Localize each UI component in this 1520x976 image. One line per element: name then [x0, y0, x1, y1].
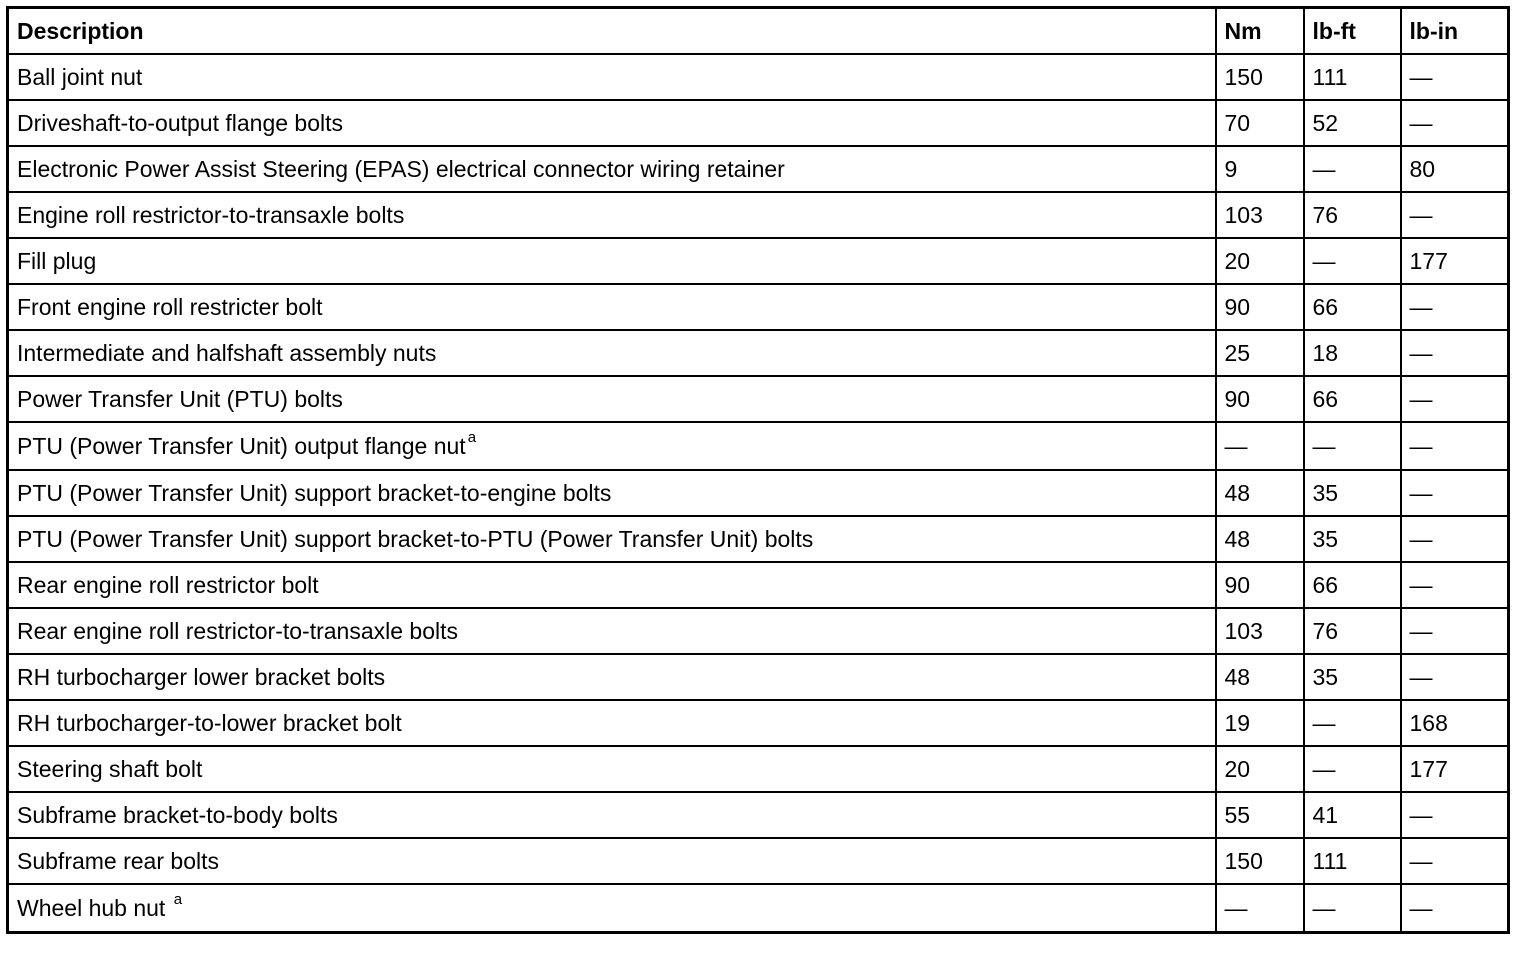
cell-lb-ft: 35: [1304, 654, 1401, 700]
cell-lb-ft: —: [1304, 422, 1401, 470]
description-text: Rear engine roll restrictor bolt: [17, 572, 319, 598]
cell-description: [8, 330, 1216, 376]
header-nm: Nm: [1216, 8, 1304, 55]
description-text: Power Transfer Unit (PTU) bolts: [17, 386, 343, 412]
table-row: [8, 54, 1509, 100]
description-text: RH turbocharger-to-lower bracket bolt: [17, 710, 402, 736]
cell-lb-ft: —: [1304, 238, 1401, 284]
header-lb-in: lb-in: [1401, 8, 1509, 55]
cell-description: [8, 146, 1216, 192]
cell-description: [8, 376, 1216, 422]
table-row: [8, 284, 1509, 330]
description-text: Steering shaft bolt: [17, 756, 203, 782]
cell-nm: 55: [1216, 792, 1304, 838]
description-text: Wheel hub nut: [17, 895, 172, 921]
table-row: [8, 654, 1509, 700]
table-row: [8, 792, 1509, 838]
table-row: [8, 238, 1509, 284]
cell-lb-ft: 66: [1304, 284, 1401, 330]
table-row: [8, 376, 1509, 422]
cell-nm: 90: [1216, 376, 1304, 422]
cell-nm: 103: [1216, 608, 1304, 654]
cell-description: [8, 470, 1216, 516]
cell-lb-ft: 52: [1304, 100, 1401, 146]
description-text: Rear engine roll restrictor-to-transaxle bolts: [17, 618, 459, 644]
cell-lb-ft: —: [1304, 700, 1401, 746]
header-description: Description: [8, 8, 1216, 55]
header-lb-ft: lb-ft: [1304, 8, 1401, 55]
cell-nm: 19: [1216, 700, 1304, 746]
table-body: [8, 54, 1509, 933]
cell-description: [8, 884, 1216, 933]
cell-lb-in: —: [1401, 608, 1509, 654]
description-text: Ball joint nut: [17, 64, 143, 90]
cell-lb-in: —: [1401, 54, 1509, 100]
description-text: PTU (Power Transfer Unit) support bracket-to-engine bolts: [17, 480, 612, 506]
cell-lb-ft: 76: [1304, 608, 1401, 654]
cell-nm: 25: [1216, 330, 1304, 376]
cell-lb-in: —: [1401, 422, 1509, 470]
cell-lb-in: —: [1401, 838, 1509, 884]
cell-lb-in: —: [1401, 470, 1509, 516]
description-text: Electronic Power Assist Steering (EPAS) electrical connector wiring retainer: [17, 156, 785, 182]
cell-lb-ft: 111: [1304, 54, 1401, 100]
description-text: Engine roll restrictor-to-transaxle bolts: [17, 202, 405, 228]
cell-lb-ft: 35: [1304, 516, 1401, 562]
table-row: [8, 470, 1509, 516]
description-text: Subframe rear bolts: [17, 848, 219, 874]
footnote-marker: a: [467, 429, 477, 447]
cell-lb-ft: —: [1304, 146, 1401, 192]
cell-description: [8, 192, 1216, 238]
cell-lb-in: —: [1401, 192, 1509, 238]
cell-nm: 90: [1216, 562, 1304, 608]
cell-nm: 150: [1216, 838, 1304, 884]
cell-nm: 20: [1216, 238, 1304, 284]
cell-lb-in: —: [1401, 100, 1509, 146]
cell-lb-ft: 66: [1304, 376, 1401, 422]
cell-description: [8, 516, 1216, 562]
cell-lb-in: 177: [1401, 238, 1509, 284]
cell-description: [8, 746, 1216, 792]
description-text: Intermediate and halfshaft assembly nuts: [17, 340, 437, 366]
cell-description: [8, 654, 1216, 700]
cell-description: [8, 562, 1216, 608]
cell-nm: 70: [1216, 100, 1304, 146]
cell-description: [8, 100, 1216, 146]
cell-lb-in: —: [1401, 330, 1509, 376]
cell-lb-in: —: [1401, 376, 1509, 422]
description-text: PTU (Power Transfer Unit) support bracket-to-PTU (Power Transfer Unit) bolts: [17, 526, 814, 552]
cell-lb-in: —: [1401, 516, 1509, 562]
cell-description: [8, 54, 1216, 100]
cell-lb-ft: 35: [1304, 470, 1401, 516]
description-text: PTU (Power Transfer Unit) output flange nut: [17, 433, 466, 459]
cell-lb-in: 177: [1401, 746, 1509, 792]
cell-lb-in: —: [1401, 654, 1509, 700]
cell-nm: 150: [1216, 54, 1304, 100]
cell-description: [8, 238, 1216, 284]
table-row: [8, 608, 1509, 654]
cell-lb-ft: 18: [1304, 330, 1401, 376]
cell-lb-ft: 41: [1304, 792, 1401, 838]
table-header-row: [8, 8, 1509, 55]
torque-spec-table: [6, 6, 1510, 934]
table-row: [8, 700, 1509, 746]
table-row: [8, 746, 1509, 792]
cell-lb-ft: —: [1304, 746, 1401, 792]
description-text: Driveshaft-to-output flange bolts: [17, 110, 344, 136]
cell-nm: 48: [1216, 516, 1304, 562]
cell-lb-ft: —: [1304, 884, 1401, 933]
table-row: [8, 884, 1509, 933]
cell-description: [8, 838, 1216, 884]
table-row: [8, 838, 1509, 884]
cell-description: [8, 700, 1216, 746]
description-text: Fill plug: [17, 248, 97, 274]
cell-lb-in: —: [1401, 284, 1509, 330]
cell-lb-in: 80: [1401, 146, 1509, 192]
cell-nm: —: [1216, 422, 1304, 470]
cell-nm: 20: [1216, 746, 1304, 792]
cell-lb-ft: 76: [1304, 192, 1401, 238]
table-row: [8, 330, 1509, 376]
cell-lb-ft: 111: [1304, 838, 1401, 884]
cell-nm: 90: [1216, 284, 1304, 330]
cell-lb-ft: 66: [1304, 562, 1401, 608]
cell-description: [8, 422, 1216, 470]
cell-description: [8, 608, 1216, 654]
cell-nm: —: [1216, 884, 1304, 933]
cell-nm: 48: [1216, 470, 1304, 516]
table-row: [8, 516, 1509, 562]
table-row: [8, 100, 1509, 146]
cell-description: [8, 284, 1216, 330]
table-row: [8, 422, 1509, 470]
cell-lb-in: —: [1401, 562, 1509, 608]
footnote-marker: a: [173, 891, 183, 909]
table-row: [8, 146, 1509, 192]
cell-lb-in: —: [1401, 884, 1509, 933]
description-text: Subframe bracket-to-body bolts: [17, 802, 338, 828]
description-text: RH turbocharger lower bracket bolts: [17, 664, 386, 690]
cell-nm: 48: [1216, 654, 1304, 700]
table-row: [8, 192, 1509, 238]
cell-description: [8, 792, 1216, 838]
table-row: [8, 562, 1509, 608]
cell-nm: 9: [1216, 146, 1304, 192]
cell-lb-in: —: [1401, 792, 1509, 838]
cell-nm: 103: [1216, 192, 1304, 238]
description-text: Front engine roll restricter bolt: [17, 294, 323, 320]
cell-lb-in: 168: [1401, 700, 1509, 746]
